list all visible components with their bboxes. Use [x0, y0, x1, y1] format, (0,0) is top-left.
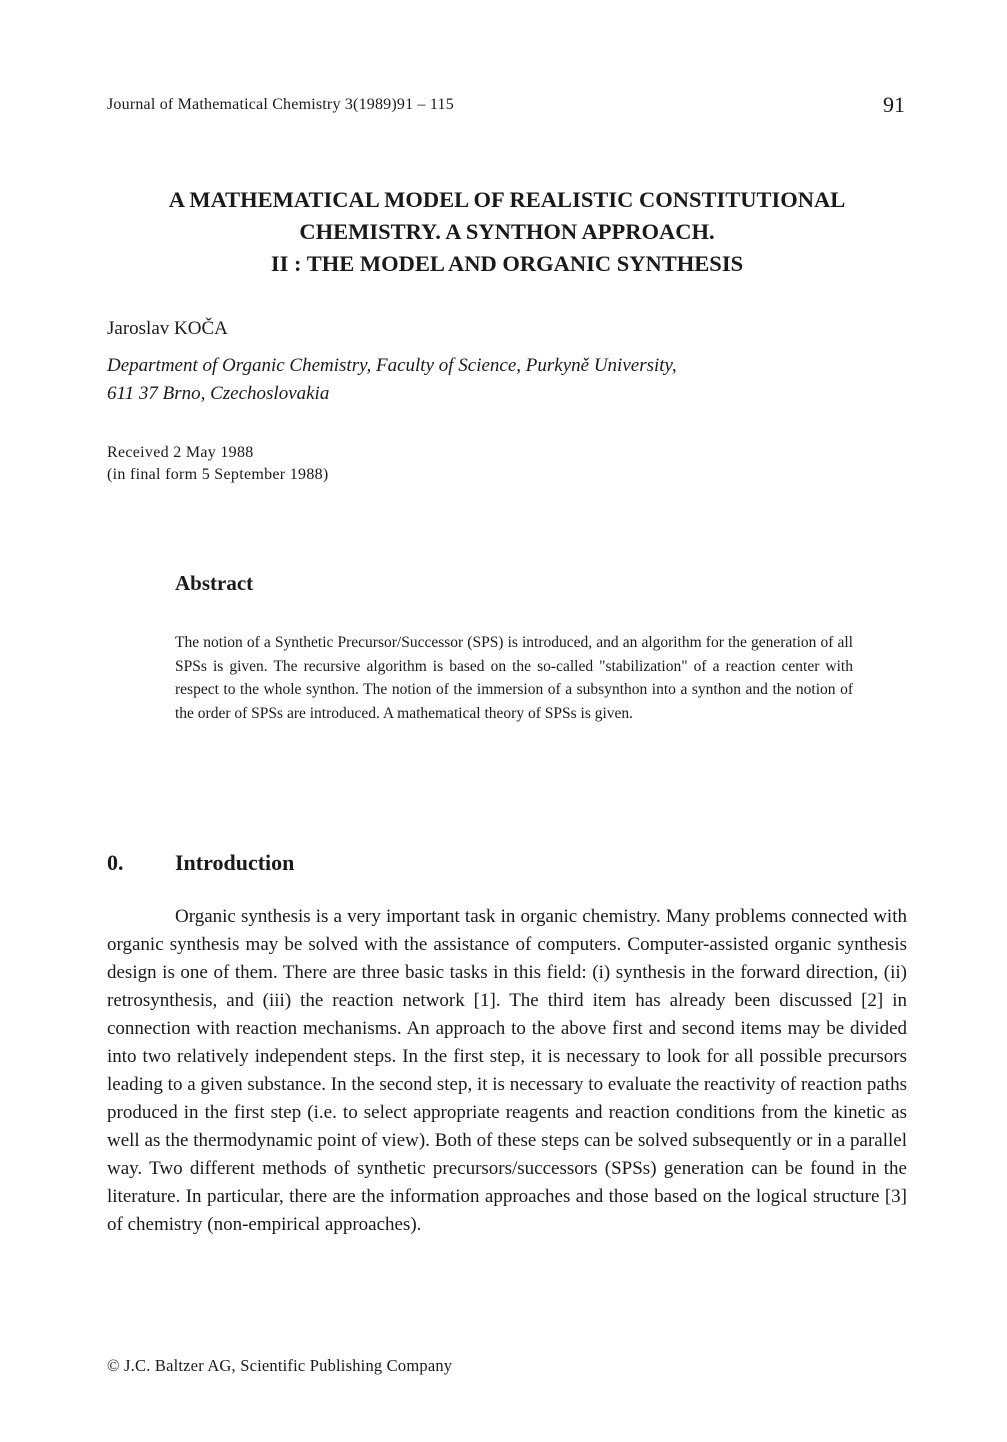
- affiliation: [107, 352, 677, 408]
- affiliation-line: Department of Organic Chemistry, Faculty of Science, Purkyně University,: [107, 355, 677, 376]
- author-name: Jaroslav KOČA: [107, 318, 228, 339]
- affiliation-line: 611 37 Brno, Czechoslovakia: [107, 383, 330, 404]
- page-number: 91: [883, 92, 905, 117]
- journal-citation: Journal of Mathematical Chemistry 3(1989)91 – 115: [107, 96, 454, 113]
- received-line: Received 2 May 1988: [107, 444, 254, 461]
- section-heading: Introduction: [175, 850, 295, 875]
- received-dates: [107, 442, 329, 486]
- received-line: (in final form 5 September 1988): [107, 466, 329, 483]
- section-number: 0.: [107, 850, 124, 875]
- introduction-paragraph: Organic synthesis is a very important task in organic chemistry. Many problems connected with organic synthesis may be solved with the assistance of computers. Computer-assisted organic synthesis design is one of them. There are three basic tasks in this field: (i) synthesis in the forward direction, (ii) retrosynthesis, and (iii) the reaction network [1]. The third item has already been discussed [2] in connection with reaction mechanisms. An approach to the above first and second items may be divided into two relatively independent steps. In the first step, it is necessary to look for all possible precursors leading to a given substance. In the second step, it is necessary to evaluate the reactivity of reaction paths produced in the first step (i.e. to select appropriate reagents and reaction conditions from the kinetic as well as the thermodynamic point of view). Both of these steps can be solved subsequently or in a parallel way. Two different methods of synthetic precursors/successors (SPSs) generation can be found in the literature. In particular, there are the information approaches and those based on the logical structure [3] of chemistry (non-empirical approaches).: [107, 906, 907, 1235]
- abstract-heading: Abstract: [175, 571, 254, 595]
- copyright-footer: © J.C. Baltzer AG, Scientific Publishing Company: [107, 1356, 453, 1375]
- title-line: II : THE MODEL AND ORGANIC SYNTHESIS: [270, 251, 744, 276]
- title-line: CHEMISTRY. A SYNTHON APPROACH.: [299, 219, 715, 244]
- abstract-body: The notion of a Synthetic Precursor/Successor (SPS) is introduced, and an algorithm for the generation of all SPSs is given. The recursive algorithm is based on the so-called "stabilization" of a reaction center with respect to the whole synthon. The notion of the immersion of a subsynthon into a synthon and the notion of the order of SPSs are introduced. A mathematical theory of SPSs is given.: [175, 634, 853, 722]
- title-line: A MATHEMATICAL MODEL OF REALISTIC CONSTITUTIONAL: [168, 187, 846, 212]
- paper-title: [107, 184, 907, 280]
